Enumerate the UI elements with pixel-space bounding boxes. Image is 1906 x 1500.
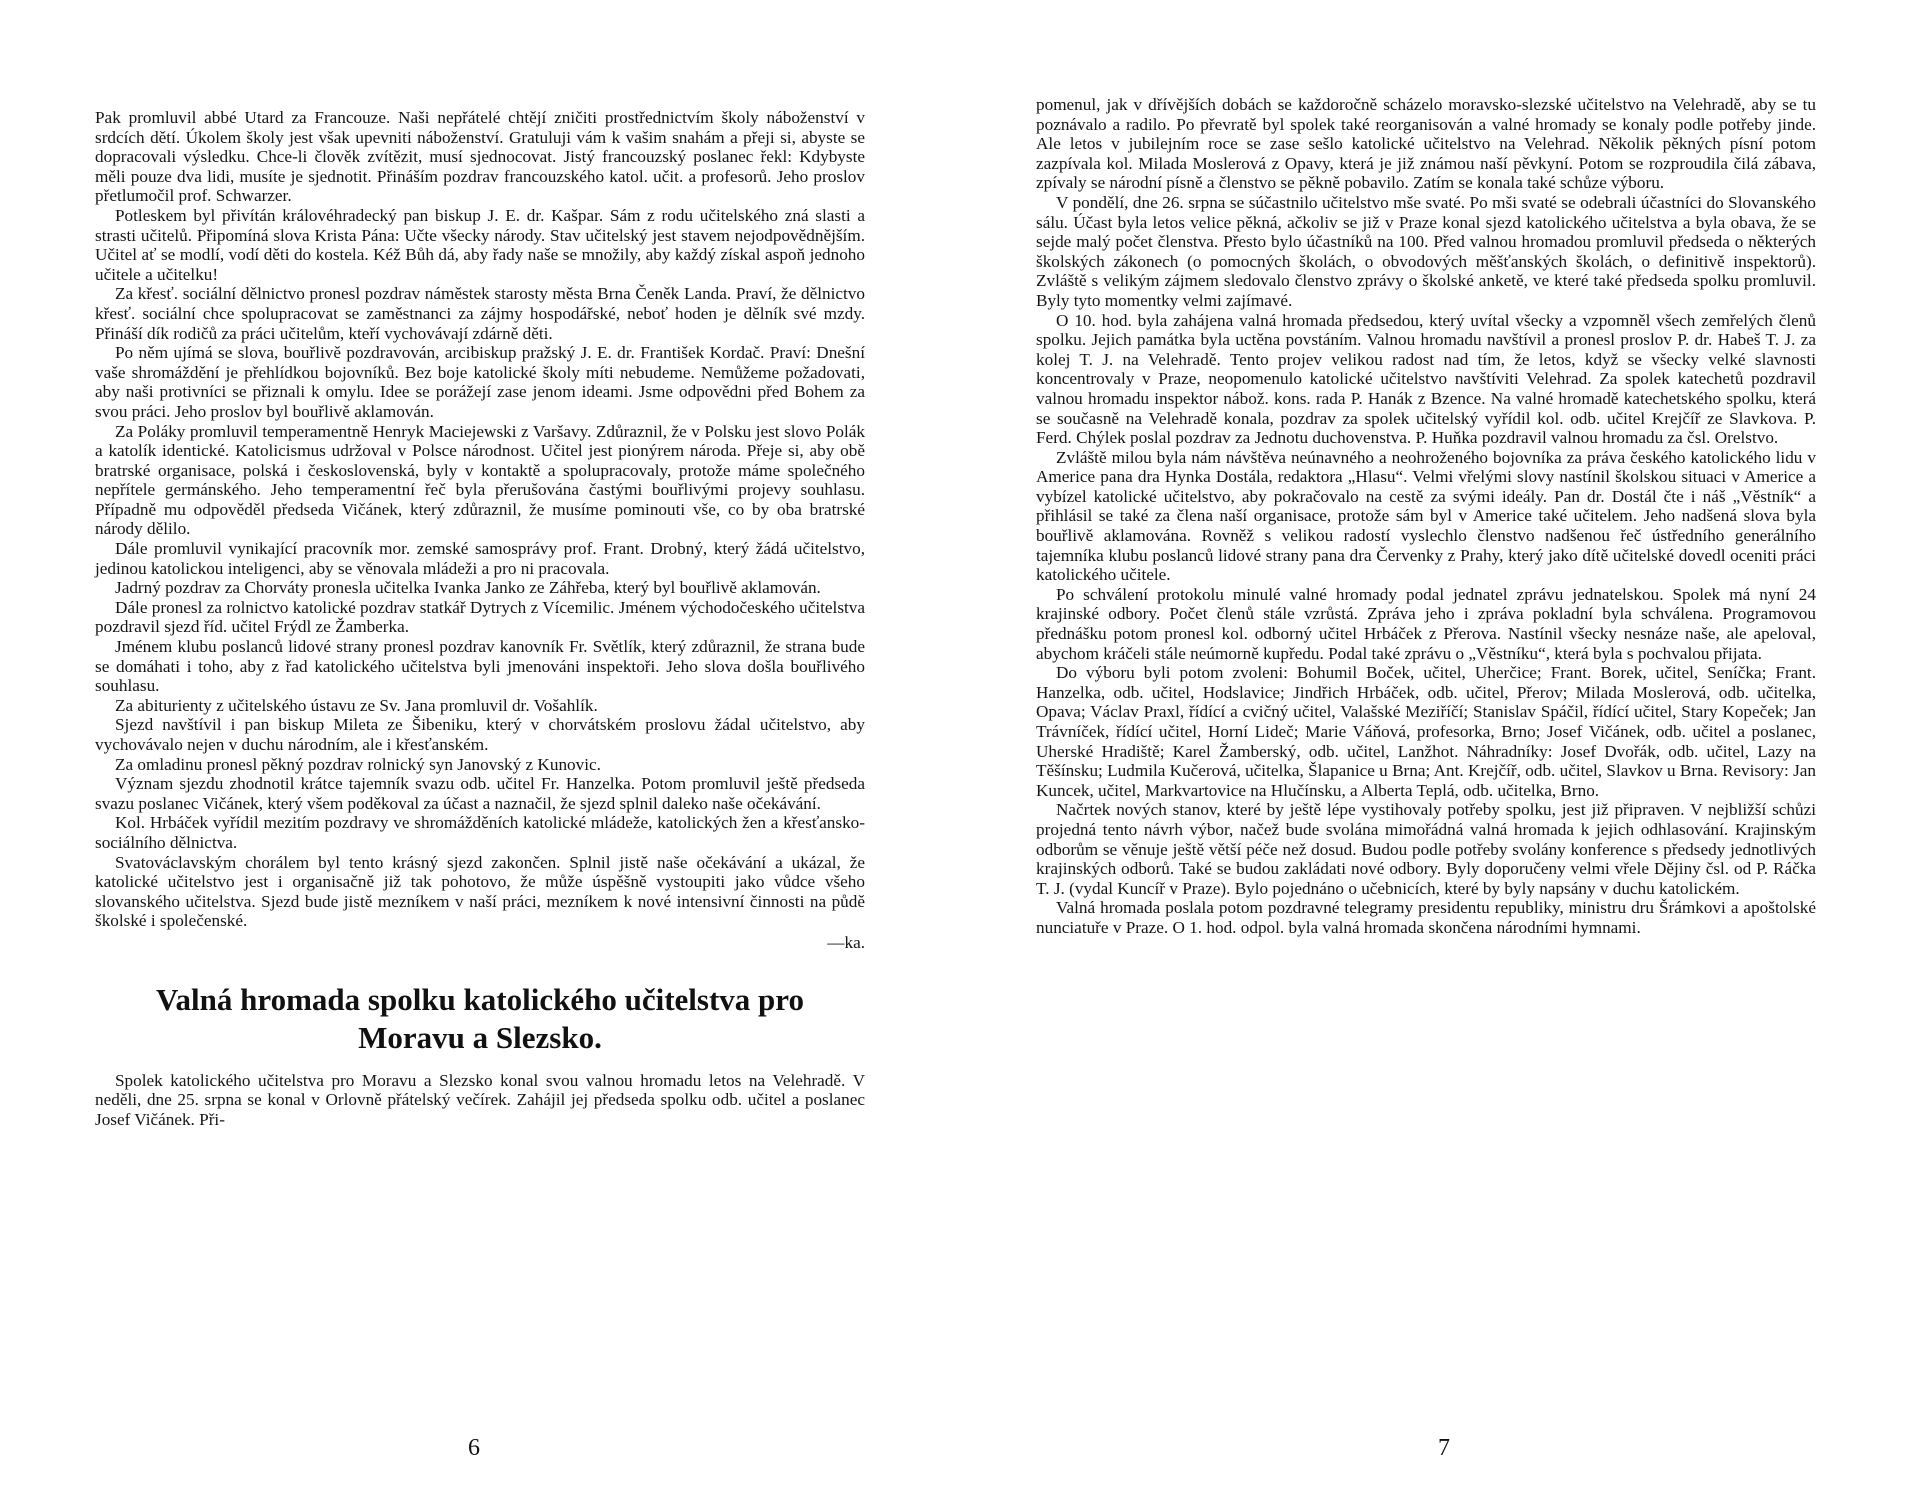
paragraph: Jménem klubu poslanců lidové strany pronesl pozdrav kanovník Fr. Světlík, který zdůraznil, že strana bude se domáhati i toho, aby z řad katolického učitelstva byli jmenováni inspektoři. Jeho slova došla bouřlivého souhlasu. [95, 637, 865, 696]
paragraph: Za omladinu pronesl pěkný pozdrav rolnický syn Janovský z Kunovic. [115, 754, 601, 774]
paragraph: Sjezd navštívil i pan biskup Mileta ze Šibeniku, který v chorvátském proslovu žádal učitelstvo, aby vychovávalo nejen v duchu národním, ale i křesťanském. [95, 715, 865, 754]
paragraph: Načrtek nových stanov, které by ještě lépe vystihovaly potřeby spolku, jest již připraven. V nejbližší schůzi projedná tento návrh výbor, načež bude svolána mimořádná valná hromada k jejich odhlasování. Krajinským odborům se věnuje ještě větší péče než dosud. Budou podle potřeby svolány konference s předsedy jednotlivých krajinských odborů. Také se budou zakládati nové odbory. Byly doporučeny velmi vřele Dějiny čsl. od P. Ráčka T. J. (vydal Kuncíř v Praze). Bylo pojednáno o učebnicích, které by byly napsány v duchu katolickém. [1036, 800, 1816, 898]
author-signature: —ka. [827, 932, 865, 952]
page-right [953, 0, 1906, 1500]
paragraph: pomenul, jak v dřívějších dobách se každoročně scházelo moravsko-slezské učitelstvo na Velehradě, aby se tu poznávalo a radilo. Po převratě byl spolek také reorganisován a valné hromady se konaly podle potřeby jinde. Ale letos v jubilejním roce se zase sešlo katolické učitelstvo na Velehrad. Několik pěkných písní potom zazpívala kol. Milada Moslerová z Opavy, která je již známou naší pěvkyní. Potom se rozproudila čilá zábava, zpívaly se národní písně a členstvo se pěkně pobavilo. Zatím se konala také schůze výboru. [1036, 95, 1816, 193]
page-number: 7 [1438, 1435, 1450, 1461]
page-number: 6 [468, 1435, 480, 1461]
paragraph: Potleskem byl přivítán královéhradecký pan biskup J. E. dr. Kašpar. Sám z rodu učitelského zná slasti a strasti učitelů. Připomíná slova Krista Pána: Učte všecky národy. Stav učitelský jest stavem nejodpovědnějším. Učitel ať se modlí, vodí děti do kostela. Kéž Bůh dá, aby řady naše se množily, aby každý získal aspoň jednoho učitele a učitelku! [95, 205, 865, 284]
paragraph: Dále pronesl za rolnictvo katolické pozdrav statkář Dytrych z Vícemilic. Jménem východočeského učitelstva pozdravil sjezd říd. učitel Frýdl ze Žamberka. [95, 597, 865, 637]
paragraph: Za křesť. sociální dělnictvo pronesl pozdrav náměstek starosty města Brna Čeněk Landa. Praví, že dělnictvo křesť. sociální chce spolupracovat se zaměstnanci za zájmy hospodářské, neboť hoden je dělník své mzdy. Přináší dík rodičů za práci učitelům, kteří vychovávají zdárně děti. [95, 284, 865, 343]
heading-line: Valná hromada spolku katolického učitelstva pro [156, 981, 804, 1017]
right-text-column [1036, 95, 1816, 938]
paragraph: Svatováclavským chorálem byl tento krásný sjezd zakončen. Splnil jistě naše očekávání a ukázal, že katolické učitelstvo jest i organisačně již tak pohotovo, že může úspěšně vystoupiti jako vůdce všeho slovanského učitelstva. Sjezd bude jistě mezníkem v naší práci, mezníkem k nové intensivní činnosti na půdě školské i společenské. [95, 852, 865, 931]
left-text-column [95, 108, 865, 1129]
paragraph: Spolek katolického učitelstva pro Moravu a Slezsko konal svou valnou hromadu letos na Velehradě. V neděli, dne 25. srpna se konal v Orlovně přátelský večírek. Zahájil jej předseda spolku odb. učitel a poslanec Josef Vičánek. Při- [95, 1070, 865, 1129]
paragraph: Po schválení protokolu minulé valné hromady podal jednatel zprávu jednatelskou. Spolek má nyní 24 krajinské odbory. Počet členů stále vzrůstá. Zpráva jeho i zpráva pokladní byla schválena. Programovou přednášku potom pronesl kol. odborný učitel Hrbáček z Přerova. Nastínil všecky nesnáze naše, ale apeloval, abychom kráčeli stále neúmorně kupředu. Podal také zprávu o „Věstníku“, která byla s pochvalou přijata. [1036, 584, 1816, 663]
paragraph: Valná hromada poslala potom pozdravné telegramy presidentu republiky, ministru dru Šrámkovi a apoštolské nunciatuře v Praze. O 1. hod. odpol. byla valná hromada skončena národními hymnami. [1036, 898, 1816, 937]
paragraph: O 10. hod. byla zahájena valná hromada předsedou, který uvítal všecky a vzpomněl všech zemřelých členů spolku. Jejich památka byla uctěna povstáním. Valnou hromadu navštívil a pronesl proslov P. dr. Habeš T. J. za kolej T. J. na Velehradě. Tento projev velikou radost nad tím, že letos, když se všecky velké slavnosti koncentrovaly v Praze, neopomenulo katolické učitelstvo navštíviti Velehrad. Za spolek katechetů pozdravil valnou hromadu inspektor nábož. kons. rada P. Hanák z Bzence. Na valné hromadě katechetského spolku, která se současně na Velehradě konala, pozdrav za spolek učitelský vyřídil kol. odb. učitel Krejčíř ze Slavkova. P. Ferd. Chýlek poslal pozdrav za Jednotu duchovenstva. P. Huňka pozdravil valnou hromadu za čsl. Orelstvo. [1036, 310, 1816, 448]
paragraph: Význam sjezdu zhodnotil krátce tajemník svazu odb. učitel Fr. Hanzelka. Potom promluvil ještě předseda svazu poslanec Vičánek, který všem poděkoval za účast a naznačil, že sjezd splnil daleko naše očekávání. [95, 774, 865, 813]
paragraph: Kol. Hrbáček vyřídil mezitím pozdravy ve shromážděních katolické mládeže, katolických žen a křesťansko-sociálního dělnictva. [95, 813, 865, 852]
paragraph: V pondělí, dne 26. srpna se súčastnilo učitelstvo mše svaté. Po mši svaté se odebrali účastníci do Slovanského sálu. Účast byla letos velice pěkná, ačkoliv se již v Praze konal sjezd katolického učitelstva a byla obava, že se sejde malý počet členstva. Přesto bylo účastníků na 100. Před valnou hromadou promluvil předseda o některých školských zákonech (o pomocných školách, o obvodových měšťanských školách, o definitivě inspektorů). Zvláště s velikým zájmem sledovalo členstvo zprávy o školské anketě, ve které také předseda spolku promluvil. Byly tyto momentky velmi zajímavé. [1036, 192, 1816, 310]
paragraph: Dále promluvil vynikající pracovník mor. zemské samosprávy prof. Frant. Drobný, který žádá učitelstvo, jedinou katolickou inteligenci, aby se věnovala mládeži a pro ni pracovala. [95, 539, 865, 578]
paragraph: Za Poláky promluvil temperamentně Henryk Maciejewski z Varšavy. Zdůraznil, že v Polsku jest slovo Polák a katolík identické. Katolicismus udržoval v Polsce národnost. Učitel jest pionýrem národa. Přeje si, aby obě bratrské organisace, polská i československá, byly v kontaktě a spolupracovaly, protože máme společného nepřítele germánského. Jeho temperamentní řeč byla přerušována častými bouřlivými projevy souhlasu. Případně mu odpověděl předseda Vičánek, který zdůraznil, že musíme pominouti vše, co by oba bratrské národy dělilo. [95, 421, 865, 539]
article-heading [95, 981, 865, 1057]
paragraph: Za abiturienty z učitelského ústavu ze Sv. Jana promluvil dr. Vošahlík. [115, 695, 598, 715]
paragraph: Po něm ujímá se slova, bouřlivě pozdravován, arcibiskup pražský J. E. dr. František Kordač. Praví: Dnešní vaše shromáždění je přehlídkou bojovníků. Bez boje katolické školy míti nebudeme. Nemůžeme požadovati, aby naši protivníci se přiznali k omylu. Idee se porážejí zase jenom ideami. Jsme odpovědni před Bohem za svou práci. Jeho proslov byl bouřlivě aklamován. [95, 343, 865, 421]
paragraph: Zvláště milou byla nám návštěva neúnavného a neohroženého bojovníka za práva českého katolického lidu v Americe pana dra Hynka Dostála, redaktora „Hlasu“. Velmi vřelými slovy nastínil školskou situaci v Americe a vybízel katolické učitelstvo, aby pokračovalo na cestě za svými ideály. Pan dr. Dostál čte i náš „Věstník“ a přihlásil se také za člena naší organisace, protože sám byl v Americe také učitelem. Jeho nadšená slova byla bouřlivě aklamována. Rovněž s velikou radostí vyslechlo členstvo nadšenou řeč ústředního generálního tajemníka klubu poslanců lidové strany pana dra Červenky z Prahy, který jako dítě učitelské dovedl oceniti práci katolického učitele. [1036, 447, 1816, 585]
paragraph: Pak promluvil abbé Utard za Francouze. Naši nepřátelé chtějí zničiti prostřednictvím školy náboženství v srdcích dětí. Úkolem školy jest však upevniti náboženství. Gratuluji vám k vašim snahám a přeji si, abyste se dopracovali výsledku. Chce-li člověk zvítězit, musí sjednocovat. Jistý francouzský poslanec řekl: Kdybyste měli pouze dva lidi, musíte je sjednotit. Přináším pozdrav francouzského katol. učit. a profesorů. Jeho proslov přetlumočil prof. Schwarzer. [95, 108, 865, 206]
paragraph: Jadrný pozdrav za Chorváty pronesla učitelka Ivanka Janko ze Záhřeba, který byl bouřlivě aklamován. [115, 578, 821, 598]
heading-line: Moravu a Slezsko. [358, 1019, 602, 1055]
paragraph: Do výboru byli potom zvoleni: Bohumil Boček, učitel, Uherčice; Frant. Borek, učitel, Seníčka; Frant. Hanzelka, odb. učitel, Hodslavice; Jindřich Hrbáček, odb. učitel, Přerov; Milada Moslerová, odb. učitelka, Opava; Václav Praxl, řídící a cvičný učitel, Valašské Meziříčí; Stanislav Spáčil, řídící učitel, Stary Kopeček; Jan Trávníček, řídící učitel, Horní Lideč; Marie Váňová, profesorka, Brno; Josef Vičánek, odb. učitel a poslanec, Uherské Hradiště; Karel Žamberský, odb. učitel, Lanžhot. Náhradníky: Josef Dvořák, odb. učitel, Lazy na Těšínsku; Ludmila Kučerová, učitelka, Šlapanice u Brna; Ant. Krejčíř, odb. učitel, Slavkov u Brna. Revisory: Jan Kuncek, učitel, Markvartovice na Hlučínsku, a Alberta Teplá, odb. učitelka, Brno. [1036, 663, 1816, 800]
